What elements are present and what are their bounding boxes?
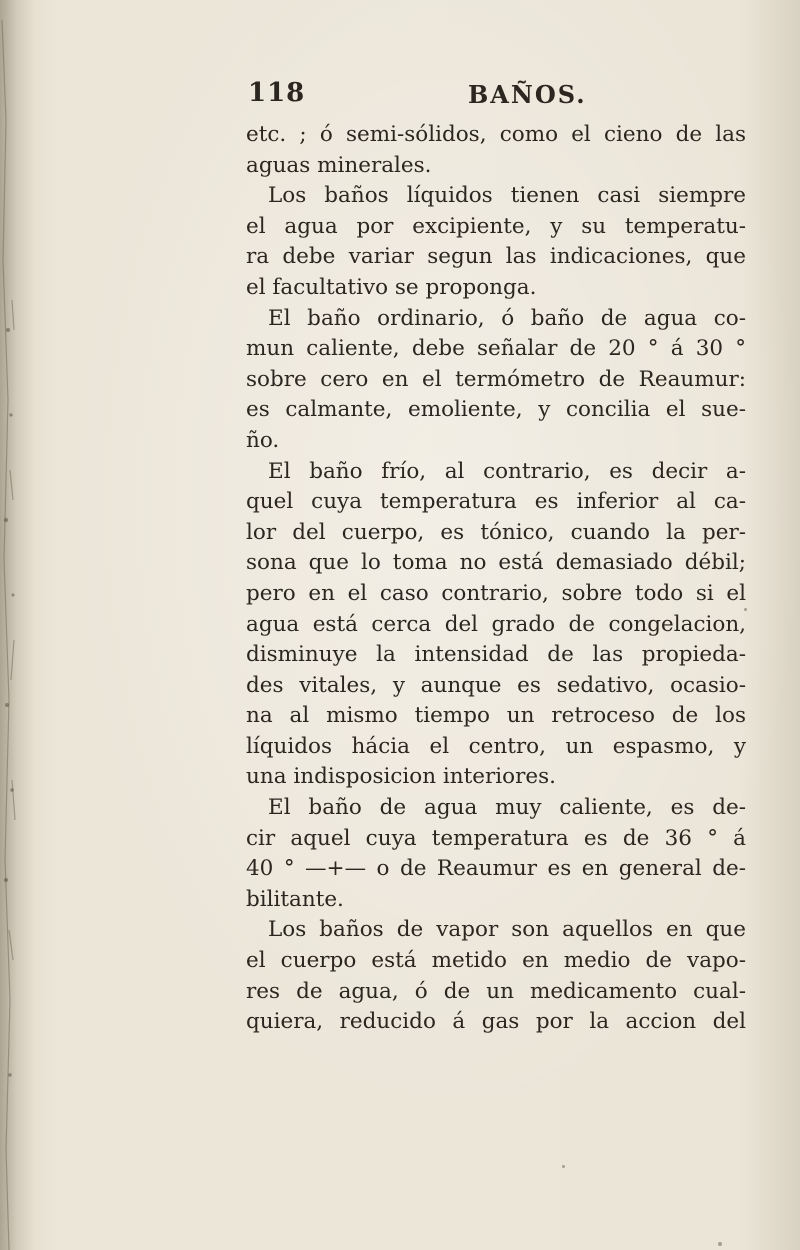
text-line: el agua por excipiente, y su temperatu- (246, 213, 746, 239)
text-line: aguas minerales. (246, 152, 432, 178)
text-line: El baño de agua muy caliente, es de- (268, 795, 746, 821)
ink-speck (718, 1242, 722, 1246)
text-line: una indisposicion interiores. (246, 764, 556, 790)
text-line: sobre cero en el termómetro de Reaumur: (246, 366, 746, 392)
text-line: disminuye la intensidad de las propieda- (246, 642, 746, 668)
text-line: na al mismo tiempo un retroceso de los (246, 703, 746, 729)
text-line: mun caliente, debe señalar de 20 ° á 30 ° (246, 336, 746, 362)
text-line: lor del cuerpo, es tónico, cuando la per- (246, 519, 746, 545)
text-line: Los baños líquidos tienen casi siempre (268, 183, 746, 209)
text-line: 40 ° —+— o de Reaumur es en general de- (246, 856, 746, 882)
text-line: Los baños de vapor son aquellos en que (268, 917, 746, 943)
page-number: 118 (248, 78, 306, 108)
page-edge-stains (0, 0, 36, 1250)
text-line: cir aquel cuya temperatura es de 36 ° á (246, 825, 746, 851)
body-text (246, 120, 746, 1038)
text-line: quiera, reducido á gas por la accion del (246, 1009, 746, 1035)
text-line: agua está cerca del grado de congelacion, (246, 611, 746, 637)
text-line: quel cuya temperatura es inferior al ca- (246, 489, 746, 515)
text-line: es calmante, emoliente, y concilia el sue- (246, 397, 746, 423)
text-line: ra debe variar segun las indicaciones, que (246, 244, 746, 270)
text-line: líquidos hácia el centro, un espasmo, y (246, 733, 746, 759)
text-line: el facultativo se proponga. (246, 274, 537, 300)
text-line: des vitales, y aunque es sedativo, ocasio- (246, 672, 746, 698)
text-line: el cuerpo está metido en medio de vapo- (246, 948, 746, 974)
page-header (248, 78, 608, 118)
text-line: ño. (246, 427, 280, 453)
running-title: BAÑOS. (468, 80, 587, 109)
text-line: El baño frío, al contrario, es decir a- (268, 458, 746, 484)
text-line: etc. ; ó semi-sólidos, como el cieno de las (246, 122, 746, 147)
text-line: res de agua, ó de un medicamento cual- (246, 978, 746, 1004)
text-line: El baño ordinario, ó baño de agua co- (268, 305, 746, 331)
text-line: pero en el caso contrario, sobre todo si el (246, 580, 746, 606)
ink-speck (562, 1165, 565, 1168)
text-line: sona que lo toma no está demasiado débil; (246, 550, 746, 576)
text-line: bilitante. (246, 886, 344, 912)
